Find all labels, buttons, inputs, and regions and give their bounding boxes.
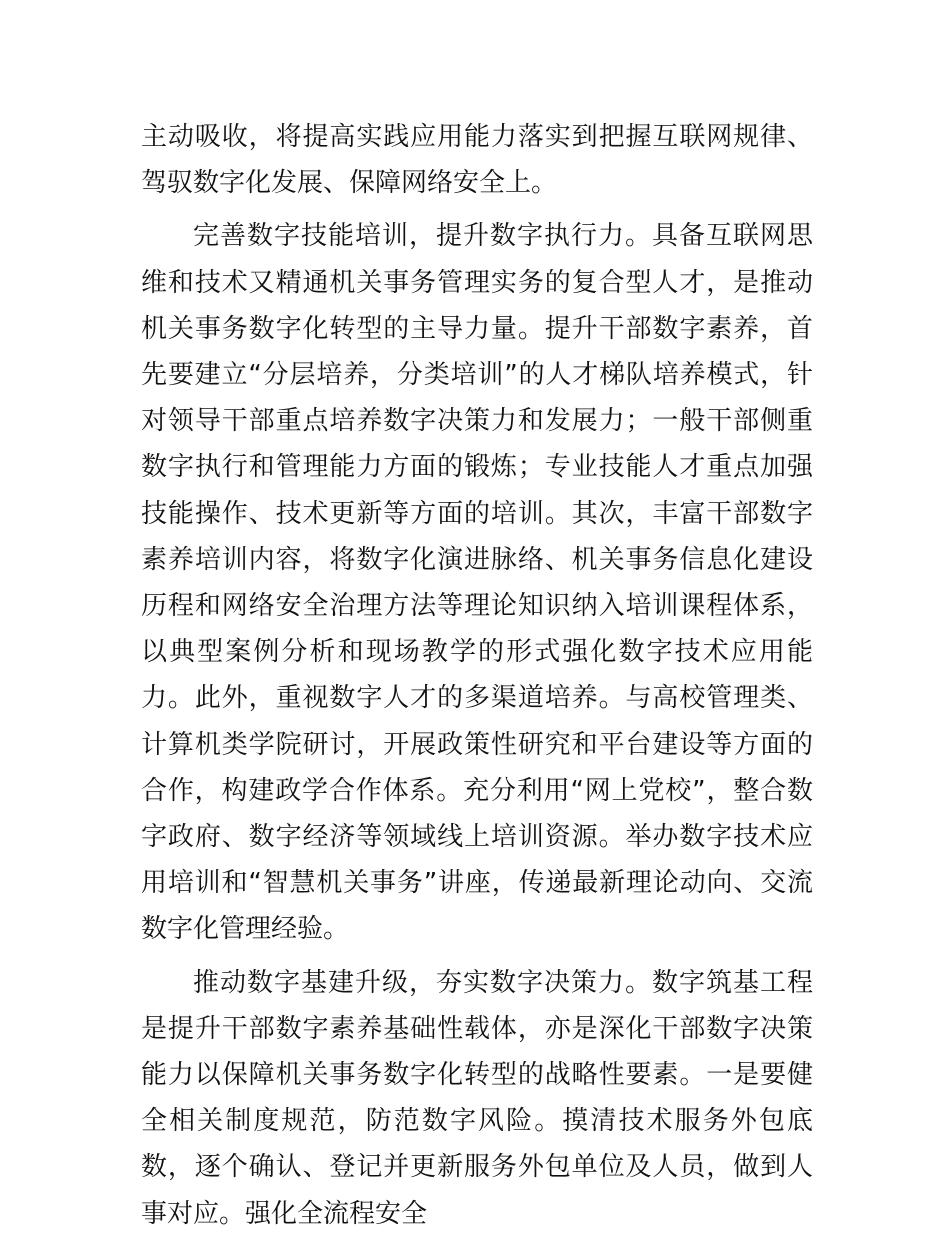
paragraph-digital-skills-training: 完善数字技能培训，提升数字执行力。具备互联网思维和技术又精通机关事务管理实务的复合型人才，是推动机关事务数字化转型的主导力量。提升干部数字素养，首先要建立“分层培养，分类培训”的人才梯队培养模式，针对领导干部重点培养数字决策力和发展力；一般干部侧重数字执行和管理能力方面的锻炼；专业技能人才重点加强技能操作、技术更新等方面的培训。其次，丰富干部数字素养培训内容，将数字化演进脉络、机关事务信息化建设历程和网络安全治理方法等理论知识纳入培训课程体系，以典型案例分析和现场教学的形式强化数字技术应用能力。此外，重视数字人才的多渠道培养。与高校管理类、计算机类学院研讨，开展政策性研究和平台建设等方面的合作，构建政学合作体系。充分利用“网上党校”，整合数字政府、数字经济等领域线上培训资源。举办数字技术应用培训和“智慧机关事务”讲座，传递最新理论动向、交流数字化管理经验。 <box>141 221 813 945</box>
document-body <box>141 114 813 1244</box>
paragraph-continuation: 主动吸收，将提高实践应用能力落实到把握互联网规律、驾驭数字化发展、保障网络安全上。 <box>141 122 813 199</box>
paragraph-digital-infrastructure: 推动数字基建升级，夯实数字决策力。数字筑基工程是提升干部数字素养基础性载体，亦是深化干部数字决策能力以保障机关事务数字化转型的战略性要素。一是要健全相关制度规范，防范数字风险。摸清技术服务外包底数，逐个确认、登记并更新服务外包单位及人员，做到人事对应。强化全流程安全 <box>141 967 813 1229</box>
